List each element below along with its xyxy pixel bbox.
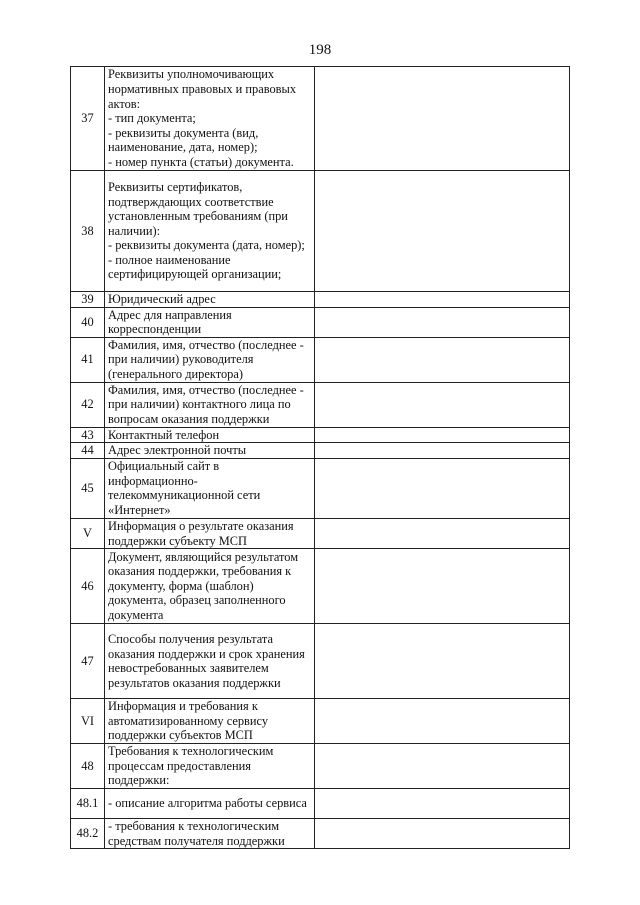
row-number: 47 bbox=[71, 624, 105, 699]
row-value-cell bbox=[315, 337, 570, 382]
row-value-cell bbox=[315, 171, 570, 292]
row-description bbox=[105, 67, 315, 171]
table-row bbox=[71, 819, 570, 849]
row-description bbox=[105, 382, 315, 427]
requirements-table bbox=[70, 66, 570, 849]
row-text: Фамилия, имя, отчество (последнее - при наличии) контактного лица по вопросам оказания поддержки bbox=[108, 382, 304, 427]
row-description bbox=[105, 171, 315, 292]
row-text: - описание алгоритма работы сервиса bbox=[108, 796, 307, 811]
row-value-cell bbox=[315, 699, 570, 744]
row-value-cell bbox=[315, 382, 570, 427]
table-row bbox=[71, 427, 570, 443]
row-value-cell bbox=[315, 443, 570, 459]
row-value-cell bbox=[315, 458, 570, 518]
row-text: Фамилия, имя, отчество (последнее - при наличии) руководителя (генерального директора) bbox=[108, 337, 304, 382]
table-row bbox=[71, 518, 570, 548]
row-value-cell bbox=[315, 427, 570, 443]
row-text: Реквизиты сертификатов, подтверждающих соответствие установленным требованиям (при наличии): - реквизиты документа (дата, номер); - полное наименование сертифицирующей организации; bbox=[108, 179, 305, 282]
row-description bbox=[105, 307, 315, 337]
table-row bbox=[71, 307, 570, 337]
table-body bbox=[71, 67, 570, 849]
row-number: 48 bbox=[71, 744, 105, 789]
table-row bbox=[71, 458, 570, 518]
page-number: 198 bbox=[308, 42, 332, 58]
row-description bbox=[105, 443, 315, 459]
row-description bbox=[105, 789, 315, 819]
row-text: Юридический адрес bbox=[108, 292, 216, 306]
row-description bbox=[105, 292, 315, 308]
table-row bbox=[71, 549, 570, 624]
row-value-cell bbox=[315, 819, 570, 849]
table-row bbox=[71, 443, 570, 459]
row-number: 39 bbox=[71, 292, 105, 308]
row-description bbox=[105, 427, 315, 443]
row-number: 45 bbox=[71, 458, 105, 518]
row-text: Адрес для направления корреспонденции bbox=[108, 307, 232, 337]
row-number: 42 bbox=[71, 382, 105, 427]
row-value-cell bbox=[315, 292, 570, 308]
row-number: 48.1 bbox=[71, 789, 105, 819]
table-row bbox=[71, 337, 570, 382]
row-description bbox=[105, 337, 315, 382]
table-row bbox=[71, 744, 570, 789]
row-value-cell bbox=[315, 67, 570, 171]
row-description bbox=[105, 624, 315, 699]
row-number: 44 bbox=[71, 443, 105, 459]
row-text: Официальный сайт в информационно-телекоммуникационной сети «Интернет» bbox=[108, 459, 261, 518]
row-value-cell bbox=[315, 518, 570, 548]
row-number: V bbox=[71, 518, 105, 548]
table-row bbox=[71, 67, 570, 171]
table-row bbox=[71, 624, 570, 699]
row-value-cell bbox=[315, 549, 570, 624]
table-row bbox=[71, 699, 570, 744]
row-value-cell bbox=[315, 744, 570, 789]
row-description bbox=[105, 819, 315, 849]
table-row bbox=[71, 382, 570, 427]
row-text: Реквизиты уполномочивающих нормативных правовых и правовых актов: - тип документа; - реквизиты документа (вид, наименование, дата, номер); - номер пункта (статьи) документа. bbox=[108, 67, 297, 169]
row-text: Способы получения результата оказания поддержки и срок хранения невостребованных заявителем результатов оказания поддержки bbox=[108, 631, 305, 690]
row-number: 43 bbox=[71, 427, 105, 443]
table-row bbox=[71, 789, 570, 819]
table-row bbox=[71, 171, 570, 292]
row-text: Требования к технологическим процессам предоставления поддержки: bbox=[108, 744, 274, 788]
row-description bbox=[105, 744, 315, 789]
row-text: Информация и требования к автоматизированному сервису поддержки субъектов МСП bbox=[108, 699, 269, 743]
row-number: 46 bbox=[71, 549, 105, 624]
row-description bbox=[105, 458, 315, 518]
row-description bbox=[105, 518, 315, 548]
row-value-cell bbox=[315, 307, 570, 337]
row-number: 41 bbox=[71, 337, 105, 382]
row-text: - требования к технологическим средствам получателя поддержки bbox=[108, 819, 285, 848]
row-number: 48.2 bbox=[71, 819, 105, 849]
row-text: Документ, являющийся результатом оказания поддержки, требования к документу, форма (шаблон) документа, образец заполненного документа bbox=[108, 549, 299, 623]
row-description bbox=[105, 699, 315, 744]
row-text: Адрес электронной почты bbox=[108, 443, 247, 458]
row-text: Контактный телефон bbox=[108, 427, 220, 442]
row-text: Информация о результате оказания поддержки субъекту МСП bbox=[108, 518, 294, 548]
row-number: 37 bbox=[71, 67, 105, 171]
row-value-cell bbox=[315, 789, 570, 819]
table-row bbox=[71, 292, 570, 308]
row-description bbox=[105, 549, 315, 624]
row-number: VI bbox=[71, 699, 105, 744]
row-number: 38 bbox=[71, 171, 105, 292]
row-number: 40 bbox=[71, 307, 105, 337]
row-value-cell bbox=[315, 624, 570, 699]
